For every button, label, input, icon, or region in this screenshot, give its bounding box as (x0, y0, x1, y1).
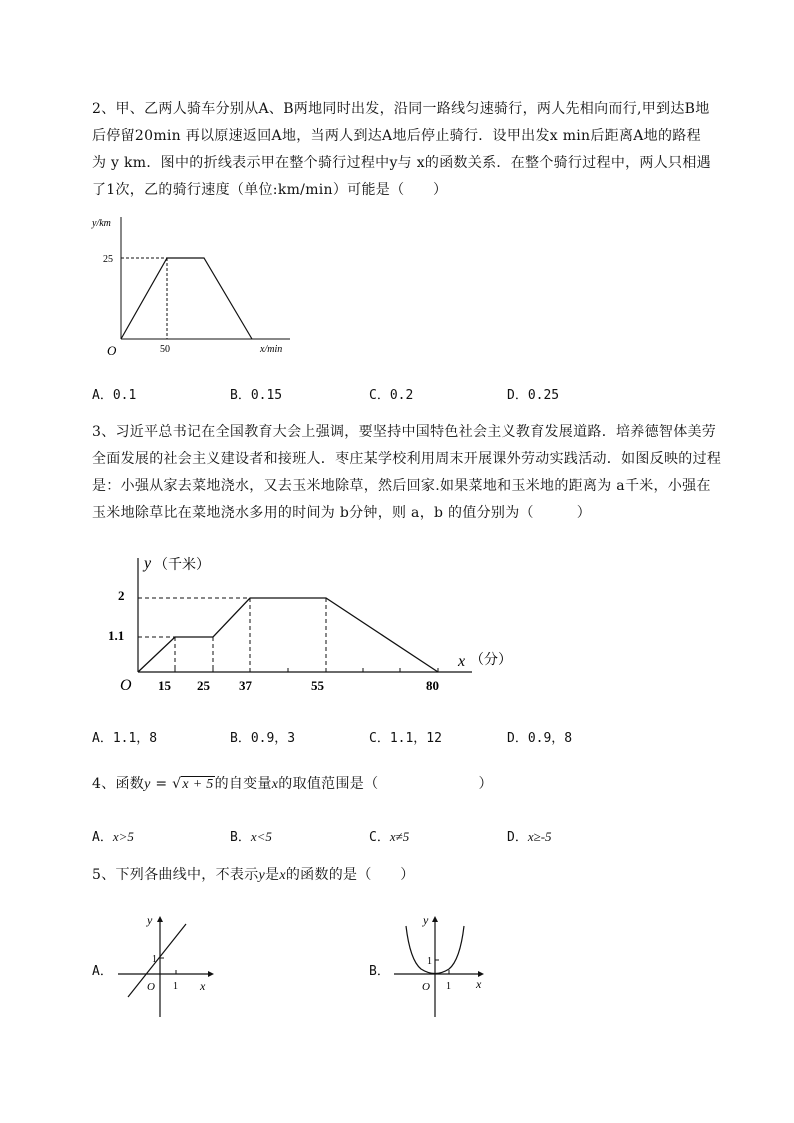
q3-line2: 全面发展的社会主义建设者和接班人．枣庄某学校利用周末开展课外劳动实践活动．如图反映的过程 (92, 451, 722, 467)
q4-radicand: x + 5 (182, 777, 214, 792)
q5-stem (92, 862, 748, 889)
q3-graph (100, 550, 540, 700)
q3-option-b[interactable]: B．0.9，3 (230, 731, 296, 746)
q3-y-tick-2: 2 (118, 588, 125, 603)
q5b-x-label: x (476, 977, 482, 991)
q4-option-c[interactable] (369, 826, 409, 845)
q2-option-c[interactable]: C．0.2 (369, 388, 414, 403)
q5b-y-one: 1 (427, 956, 432, 967)
q2-x-tick-label: 50 (160, 344, 170, 355)
q2-option-d[interactable]: D．0.25 (507, 388, 560, 403)
q5-stem-x: x (279, 868, 286, 883)
q4-func-eq: = (150, 776, 173, 792)
q3-y-axis-unit: （千米） (154, 558, 210, 573)
q5a-origin-label: O (147, 981, 155, 993)
q2-origin-label: O (107, 343, 117, 358)
q4-sqrt: √x + 5 (172, 776, 214, 792)
q5b-y-label: y (423, 913, 429, 927)
q5a-y-one: 1 (152, 954, 157, 965)
q5a-x-arrow (208, 971, 214, 977)
q4-option-a[interactable] (92, 826, 134, 845)
q3-option-d[interactable]: D．0.9，8 (507, 731, 573, 746)
q3-line3: 是：小强从家去菜地浇水，又去玉米地除草，然后回家.如果菜地和玉米地的距离为 a千米，小强在 (92, 478, 711, 494)
q4-options (92, 826, 732, 846)
q4-option-a-letter: A． (92, 830, 113, 845)
q5-stem-a: 5、下列各曲线中，不表示 (92, 867, 259, 883)
q3-x-tick-37: 37 (239, 678, 252, 693)
q3-x-tick-25: 25 (197, 678, 210, 693)
q2-line4: 了1次，乙的骑行速度（单位:km/min）可能是（ ） (92, 182, 448, 198)
q5a-x-label: x (200, 979, 206, 993)
q3-line4: 玉米地除草比在菜地浇水多用的时间为 b分钟，则 a，b 的值分别为（ ） (92, 505, 592, 521)
q4-func-lhs: y (144, 777, 151, 792)
q3-x-tick-80: 80 (426, 678, 439, 693)
q4-var: x (271, 777, 279, 792)
q2-x-axis-label: x/min (260, 344, 283, 355)
q5-graph-b (380, 912, 490, 1032)
q4-option-c-expr: x≠5 (389, 829, 410, 844)
q2-line1: 2、甲、乙两人骑车分别从A、B两地同时出发，沿同一路线匀速骑行，两人先相向而行,甲到达B地 (92, 101, 710, 117)
q3-y-axis-var: y (144, 555, 152, 572)
q2-stem (92, 96, 748, 204)
q3-option-a[interactable]: A．1.1，8 (92, 731, 158, 746)
q5a-y-label: y (147, 913, 153, 927)
q5-option-a-label[interactable]: A． (92, 964, 113, 979)
q3-dashed-guides (138, 598, 326, 672)
q2-option-a[interactable]: A．0.1 (92, 388, 137, 403)
q5-option-b-label[interactable]: B． (369, 964, 390, 979)
q3-option-c[interactable]: C．1.1，12 (369, 731, 442, 746)
q2-series-line (121, 258, 252, 339)
q2-options (92, 384, 732, 404)
q3-options (92, 727, 732, 747)
q5-stem-y: y (258, 868, 266, 883)
q2-option-b[interactable]: B．0.15 (230, 388, 283, 403)
q3-y-tick-1-1: 1.1 (108, 628, 125, 643)
q2-y-tick-label: 25 (103, 254, 113, 265)
q4-option-d-letter: D． (507, 830, 528, 845)
q4-option-a-expr: x>5 (112, 829, 134, 844)
q4-option-c-letter: C． (369, 830, 390, 845)
q4-prefix: 4、函数 (92, 776, 145, 792)
q3-tick-marks (138, 598, 438, 672)
q4-option-b-expr: x<5 (250, 829, 272, 844)
q4-option-d-expr: x≥-5 (527, 829, 552, 844)
q5a-x-one: 1 (173, 981, 178, 992)
q4-mid: 的自变量 (214, 776, 272, 792)
q3-x-axis-unit: （分） (470, 653, 512, 668)
q3-x-axis-var: x (458, 653, 466, 670)
q4-option-b-letter: B． (230, 830, 251, 845)
q4-option-b[interactable] (230, 826, 272, 845)
q5b-y-arrow (432, 916, 438, 922)
q3-x-tick-15: 15 (158, 678, 171, 693)
q2-y-axis-label: y/km (92, 218, 111, 229)
q3-series-line (138, 598, 438, 672)
q4-option-d[interactable] (507, 826, 552, 845)
q5a-y-arrow (157, 916, 163, 922)
q2-line2: 后停留20min 再以原速返回A地，当两人到达A地后停止骑行．设甲出发x min后距离A地的路程 (92, 128, 701, 144)
q5b-x-one: 1 (446, 981, 451, 992)
q5-stem-b: 是 (265, 867, 280, 883)
q3-stem (92, 419, 748, 527)
q5b-origin-label: O (422, 981, 430, 993)
q5-graph-a (110, 912, 220, 1032)
q3-x-tick-55: 55 (311, 678, 324, 693)
q2-graph (92, 212, 300, 362)
q3-line1: 3、习近平总书记在全国教育大会上强调，要坚持中国特色社会主义教育发展道路．培养德智体美劳 (92, 424, 717, 440)
q3-origin-label: O (120, 677, 132, 694)
q4-stem (92, 771, 748, 798)
q4-suffix: 的取值范围是（ ） (278, 776, 493, 792)
q5-stem-c: 的函数的是（ ） (285, 867, 415, 883)
q2-line3: 为 y km．图中的折线表示甲在整个骑行过程中y与 x的函数关系．在整个骑行过程中，两人只相遇 (92, 155, 711, 171)
